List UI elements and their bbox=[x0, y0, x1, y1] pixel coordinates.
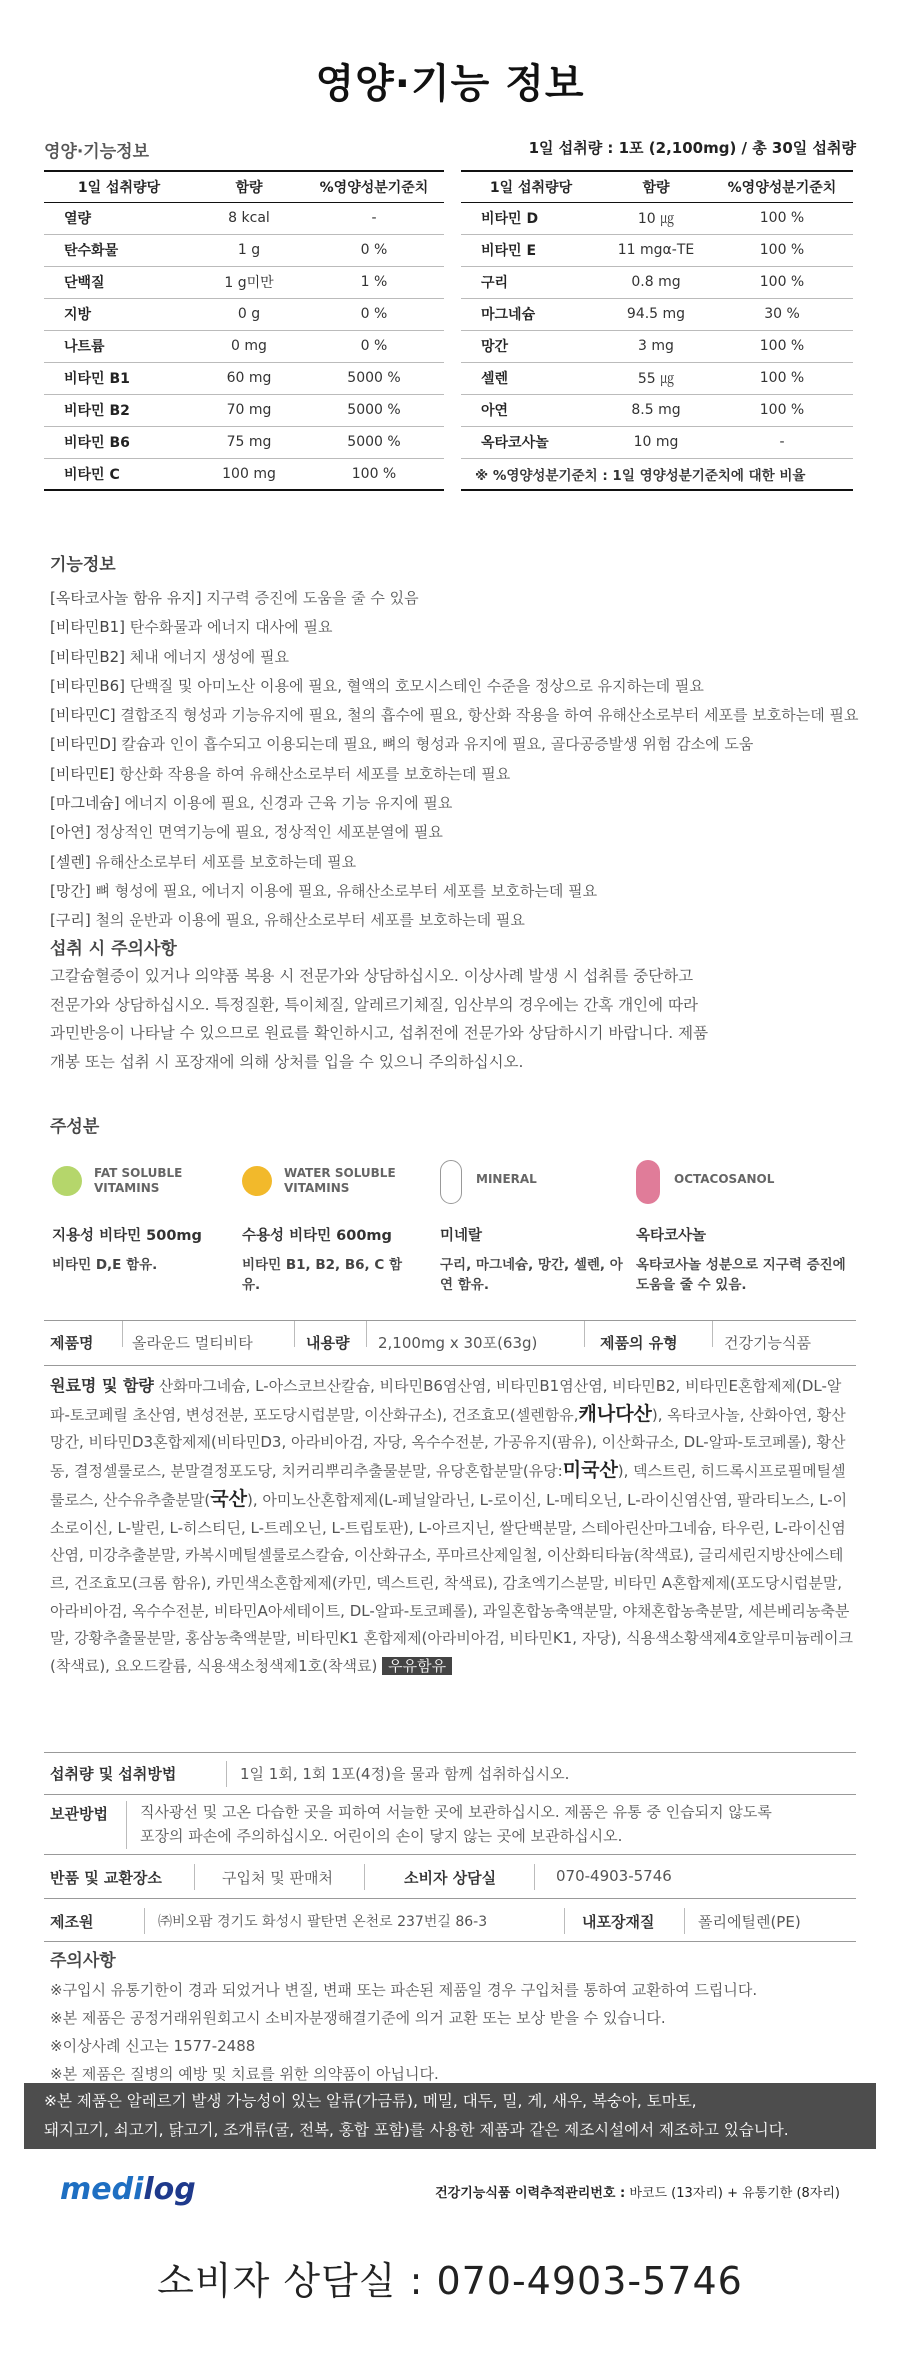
nutrition-pct: 1 % bbox=[304, 266, 444, 298]
function-tag: [마그네슘] bbox=[50, 794, 120, 813]
function-text: 칼슘과 인이 흡수되고 이용되는데 필요, 뼈의 형성과 유지에 필요, 골다공증발생 위험 감소에 도움 bbox=[116, 735, 754, 754]
nutrition-amount: 11 mgα-TE bbox=[601, 234, 711, 266]
divider bbox=[534, 1864, 535, 1890]
nutrition-name: 비타민 B6 bbox=[44, 426, 194, 458]
nutrition-amount: 100 mg bbox=[194, 458, 304, 490]
nutrition-pct: - bbox=[711, 426, 853, 458]
nutrition-pct: 100 % bbox=[711, 394, 853, 426]
intake-caution-title: 섭취 시 주의사항 bbox=[50, 939, 177, 959]
nutrition-amount: 10 mg bbox=[601, 426, 711, 458]
nutrition-header bbox=[44, 137, 856, 161]
col-header-pct: %영양성분기준치 bbox=[711, 171, 853, 202]
nutrition-amount: 75 mg bbox=[194, 426, 304, 458]
function-item bbox=[50, 760, 880, 789]
function-text: 철의 운반과 이용에 필요, 유해산소로부터 세포를 보호하는데 필요 bbox=[90, 911, 525, 930]
ingredient-name: 옥타코사놀 bbox=[636, 1228, 707, 1244]
nutrition-row bbox=[461, 394, 853, 426]
nutrition-row bbox=[44, 362, 444, 394]
water-soluble-dot-icon bbox=[242, 1166, 272, 1196]
function-tag: [구리] bbox=[50, 911, 91, 930]
nutrition-row bbox=[461, 202, 853, 234]
function-info-list bbox=[50, 584, 880, 936]
caution-line: 개봉 또는 섭취 시 포장재에 의해 상처를 입을 수 있으니 주의하십시오. bbox=[50, 1052, 524, 1071]
ingredient-label: WATER SOLUBLE VITAMINS bbox=[284, 1166, 396, 1195]
nutrition-row bbox=[44, 202, 444, 234]
nutrition-pct: 100 % bbox=[711, 234, 853, 266]
divider bbox=[584, 1321, 585, 1347]
product-type: 건강기능식품 bbox=[724, 1334, 811, 1352]
nutrition-name: 셀렌 bbox=[461, 362, 601, 394]
logo-part: medi bbox=[60, 2172, 144, 2207]
pack-label: 내포장재질 bbox=[582, 1913, 655, 1931]
caution-line: 과민반응이 나타날 수 있으므로 원료를 확인하시고, 섭취전에 전문가와 상담하시기 바랍니다. 제품 bbox=[50, 1024, 709, 1042]
nutrition-row bbox=[44, 234, 444, 266]
nutrition-name: 지방 bbox=[44, 298, 194, 330]
ingredient-desc: 비타민 B1, B2, B6, C 함유. bbox=[242, 1257, 403, 1293]
divider bbox=[122, 1321, 123, 1347]
function-tag: [비타민D] bbox=[50, 735, 117, 754]
divider bbox=[144, 1908, 145, 1934]
nutrition-amount: 55 ㎍ bbox=[601, 362, 711, 394]
nutrition-row bbox=[44, 458, 444, 490]
notices-list bbox=[50, 1976, 870, 2088]
nutrition-amount: 0 mg bbox=[194, 330, 304, 362]
usage-row bbox=[44, 1752, 856, 1794]
storage-line: 직사광선 및 고온 다습한 곳을 피하여 서늘한 곳에 보관하십시오. 제품은 유통 중 인습되지 않도록 bbox=[140, 1803, 772, 1821]
function-item bbox=[50, 818, 880, 847]
storage-row bbox=[44, 1794, 856, 1854]
divider bbox=[226, 1761, 227, 1787]
function-tag: [비타민B2] bbox=[50, 647, 126, 666]
nutrition-amount: 94.5 mg bbox=[601, 298, 711, 330]
nutrition-pct: 0 % bbox=[304, 330, 444, 362]
origin-canada: 캐나다산 bbox=[578, 1402, 652, 1425]
nutrition-row bbox=[44, 298, 444, 330]
ingredient-label: FAT SOLUBLE VITAMINS bbox=[94, 1166, 183, 1195]
ingredient-name: 미네랄 bbox=[440, 1228, 483, 1244]
nutrition-pct: 100 % bbox=[711, 266, 853, 298]
col-header-amount: 함량 bbox=[601, 171, 711, 202]
nutrition-amount: 3 mg bbox=[601, 330, 711, 362]
divider bbox=[126, 1801, 127, 1849]
trace-label: 건강기능식품 이력추적관리번호 : bbox=[435, 2186, 626, 2201]
function-text: 탄수화물과 에너지 대사에 필요 bbox=[125, 618, 333, 637]
maker-row bbox=[44, 1898, 856, 1942]
mineral-pill-icon bbox=[440, 1160, 462, 1204]
nutrition-row bbox=[461, 330, 853, 362]
maker-label: 제조원 bbox=[50, 1913, 94, 1931]
nutrition-name: 나트륨 bbox=[44, 330, 194, 362]
allergy-notice-box bbox=[24, 2083, 876, 2149]
nutrition-name: 망간 bbox=[461, 330, 601, 362]
nutrition-pct: 0 % bbox=[304, 234, 444, 266]
product-name: 올라운드 멀티비타 bbox=[132, 1334, 253, 1352]
nutrition-amount: 60 mg bbox=[194, 362, 304, 394]
ingredient-desc: 구리, 마그네슘, 망간, 셀렌, 아연 함유. bbox=[440, 1257, 623, 1293]
function-item bbox=[50, 877, 880, 906]
function-item bbox=[50, 701, 880, 730]
divider bbox=[684, 1908, 685, 1934]
nutrition-pct: 100 % bbox=[711, 202, 853, 234]
nutrition-amount: 1 g bbox=[194, 234, 304, 266]
ingredient-card-octacosanol bbox=[636, 1158, 856, 1295]
page-title: 영양·기능 정보 bbox=[315, 61, 585, 107]
trace-value: 바코드 (13자리) + 유통기한 (8자리) bbox=[625, 2186, 840, 2201]
col-header-pct: %영양성분기준치 bbox=[304, 171, 444, 202]
function-tag: [비타민B1] bbox=[50, 618, 126, 637]
caution-line: 전문가와 상담하십시오. 특정질환, 특이체질, 알레르기체질, 임산부의 경우에는 간혹 개인에 따라 bbox=[50, 995, 699, 1014]
nutrition-amount: 10 ㎍ bbox=[601, 202, 711, 234]
nutrition-name: 비타민 D bbox=[461, 202, 601, 234]
allergy-line: ※본 제품은 알레르기 발생 가능성이 있는 알류(가금류), 메밀, 대두, 밀, 게, 새우, 복숭아, 토마토, bbox=[44, 2092, 697, 2110]
product-name-label: 제품명 bbox=[50, 1334, 94, 1352]
nutrition-name: 마그네슘 bbox=[461, 298, 601, 330]
function-text: 뼈 형성에 필요, 에너지 이용에 필요, 유해산소로부터 세포를 보호하는데 필요 bbox=[90, 881, 598, 900]
function-tag: [아연] bbox=[50, 823, 91, 842]
ingredient-card-mineral bbox=[440, 1158, 630, 1295]
nutrition-name: 단백질 bbox=[44, 266, 194, 298]
function-tag: [셀렌] bbox=[50, 852, 91, 871]
nutrition-pct: 5000 % bbox=[304, 426, 444, 458]
raw-materials-text: 산화마그네슘, L-아스코브산칼슘, 비타민B6염산염, 비타민B1염산염, 비타민B2, 비타민E혼합제제(DL-알파-토코페릴 초산염, 변성전분, 포도당시럽분말, 이산화규소), 건조효모(셀렌함유, bbox=[50, 1377, 842, 1424]
function-text: 에너지 이용에 필요, 신경과 근육 기능 유지에 필요 bbox=[119, 794, 453, 813]
ingredient-desc: 비타민 D,E 함유. bbox=[52, 1257, 158, 1273]
function-tag: [옥타코사놀 함유 유지] bbox=[50, 589, 202, 607]
notice-item: ※구입시 유통기한이 경과 되었거나 변질, 변패 또는 파손된 제품일 경우 구입처를 통하여 교환하여 드립니다. bbox=[50, 1981, 758, 1999]
consumer-value: 070-4903-5746 bbox=[556, 1867, 672, 1885]
nutrition-amount: 8 kcal bbox=[194, 202, 304, 234]
ingredient-label: OCTACOSANOL bbox=[674, 1172, 775, 1186]
notice-item: ※이상사례 신고는 1577-2488 bbox=[50, 2037, 256, 2055]
nutrition-pct: 5000 % bbox=[304, 394, 444, 426]
trace-info bbox=[435, 2182, 840, 2201]
function-tag: [비타민E] bbox=[50, 764, 115, 783]
footer-consumer-phone: 소비자 상담실 : 070-4903-5746 bbox=[157, 2259, 743, 2303]
maker-value: ㈜비오팜 경기도 화성시 팔탄면 온천로 237번길 86-3 bbox=[158, 1914, 488, 1930]
intake-caution-text bbox=[50, 962, 850, 1076]
function-text: 정상적인 면역기능에 필요, 정상적인 세포분열에 필요 bbox=[90, 823, 443, 842]
nutrition-pct: 100 % bbox=[711, 330, 853, 362]
notices-title: 주의사항 bbox=[50, 1951, 116, 1971]
nutrition-row bbox=[461, 362, 853, 394]
function-item bbox=[50, 906, 880, 935]
nutrition-name: 비타민 E bbox=[461, 234, 601, 266]
function-text: 결합조직 형성과 기능유지에 필요, 철의 흡수에 필요, 항산화 작용을 하여 유해산소로부터 세포를 보호하는데 필요 bbox=[115, 706, 859, 725]
notice-item: ※본 제품은 공정거래위원회고시 소비자분쟁해결기준에 의거 교환 또는 보상 받을 수 있습니다. bbox=[50, 2009, 666, 2027]
nutrition-footnote-row bbox=[461, 458, 853, 490]
col-header-serving: 1일 섭취량당 bbox=[461, 171, 601, 202]
milk-badge: 우유함유 bbox=[382, 1657, 452, 1675]
nutrition-row bbox=[44, 426, 444, 458]
nutrition-row bbox=[461, 234, 853, 266]
origin-usa: 미국산 bbox=[562, 1459, 618, 1482]
function-item bbox=[50, 730, 880, 759]
ingredients-title: 주성분 bbox=[50, 1117, 100, 1137]
function-item bbox=[50, 848, 880, 877]
usage-label: 섭취량 및 섭취방법 bbox=[50, 1765, 177, 1783]
nutrition-name: 비타민 C bbox=[44, 458, 194, 490]
fat-soluble-dot-icon bbox=[52, 1166, 82, 1196]
nutrition-table-left bbox=[44, 170, 444, 491]
nutrition-row bbox=[461, 426, 853, 458]
nutrition-name: 탄수화물 bbox=[44, 234, 194, 266]
consumer-label: 소비자 상담실 bbox=[404, 1869, 497, 1887]
function-item bbox=[50, 584, 880, 613]
storage-line: 포장의 파손에 주의하십시오. 어린이의 손이 닿지 않는 곳에 보관하십시오. bbox=[140, 1827, 623, 1845]
nutrition-name: 비타민 B2 bbox=[44, 394, 194, 426]
col-header-amount: 함량 bbox=[194, 171, 304, 202]
function-text: 체내 에너지 생성에 필요 bbox=[125, 647, 289, 666]
function-info-title: 기능정보 bbox=[50, 555, 116, 575]
nutrition-amount: 70 mg bbox=[194, 394, 304, 426]
function-item bbox=[50, 789, 880, 818]
divider bbox=[294, 1321, 295, 1347]
function-text: 단백질 및 아미노산 이용에 필요, 혈액의 호모시스테인 수준을 정상으로 유지하는데 필요 bbox=[125, 676, 704, 695]
function-tag: [망간] bbox=[50, 881, 91, 900]
product-volume-label: 내용량 bbox=[306, 1334, 350, 1352]
nutrition-pct: - bbox=[304, 202, 444, 234]
nutrition-pct: 100 % bbox=[711, 362, 853, 394]
product-info-row bbox=[44, 1320, 856, 1366]
divider bbox=[366, 1321, 367, 1347]
nutrition-amount: 8.5 mg bbox=[601, 394, 711, 426]
nutrition-name: 옥타코사놀 bbox=[461, 426, 601, 458]
function-text: 지구력 증진에 도움을 줄 수 있음 bbox=[201, 589, 419, 607]
origin-korea: 국산 bbox=[210, 1487, 248, 1510]
product-volume: 2,100mg x 30포(63g) bbox=[378, 1334, 538, 1352]
function-item bbox=[50, 672, 880, 701]
nutrition-pct: 5000 % bbox=[304, 362, 444, 394]
col-header-serving: 1일 섭취량당 bbox=[44, 171, 194, 202]
divider bbox=[564, 1908, 565, 1934]
ingredient-label: MINERAL bbox=[476, 1172, 537, 1186]
serving-info: 1일 섭취량 : 1포 (2,100mg) / 총 30일 섭취량 bbox=[528, 139, 856, 157]
nutrition-pct: 30 % bbox=[711, 298, 853, 330]
raw-materials-text: ), 옥타코사놀, 산화아연, 황산망간, 비타민D3혼합제제(비타민D3, 아라비아검, 자당, 옥수수전분, 가공유지(팜유), 이산화규소, DL-알파-토코페롤), 황산동, 결정셀룰로스, 분말결정포도당, 치커리뿌리추출물분말, 유당혼합분말(유당: bbox=[50, 1405, 846, 1481]
exchange-label: 반품 및 교환장소 bbox=[50, 1869, 162, 1887]
nutrition-name: 구리 bbox=[461, 266, 601, 298]
nutrition-pct: 0 % bbox=[304, 298, 444, 330]
divider bbox=[712, 1321, 713, 1347]
nutrition-amount: 0.8 mg bbox=[601, 266, 711, 298]
allergy-line: 돼지고기, 쇠고기, 닭고기, 조개류(굴, 전복, 홍합 포함)를 사용한 제품과 같은 제조시설에서 제조하고 있습니다. bbox=[44, 2121, 789, 2139]
nutrition-section-label: 영양·기능정보 bbox=[44, 142, 149, 162]
function-tag: [비타민B6] bbox=[50, 676, 126, 695]
octacosanol-capsule-icon bbox=[636, 1160, 660, 1204]
ingredient-card-water-soluble bbox=[242, 1158, 402, 1295]
ingredient-name: 지용성 비타민 500mg bbox=[52, 1228, 202, 1244]
caution-line: 고칼슘혈증이 있거나 의약품 복용 시 전문가와 상담하십시오. 이상사례 발생 시 섭취를 중단하고 bbox=[50, 967, 694, 985]
ingredient-name: 수용성 비타민 600mg bbox=[242, 1228, 392, 1244]
nutrition-name: 비타민 B1 bbox=[44, 362, 194, 394]
function-tag: [비타민C] bbox=[50, 706, 116, 725]
divider bbox=[364, 1864, 365, 1890]
notice-item: ※본 제품은 질병의 예방 및 치료를 위한 의약품이 아닙니다. bbox=[50, 2065, 439, 2083]
nutrition-row bbox=[44, 266, 444, 298]
nutrition-row bbox=[44, 394, 444, 426]
nutrition-row bbox=[461, 298, 853, 330]
storage-label: 보관방법 bbox=[50, 1805, 108, 1823]
raw-materials-text: ), 아미노산혼합제제(L-페닐알라닌, L-로이신, L-메티오닌, L-라이신염산염, 팔라티노스, L-이소로이신, L-발린, L-히스티딘, L-트레오닌, L-트립토판), L-아르지닌, 쌀단백분말, 스테아린산마그네슘, 타우린, L-라이신염산염, 미강추출분말, 카복시메틸셀룰로스칼슘, 이산화규소, 푸마르산제일철, 이산화티타늄(착색료), 글리세린지방산에스테르, 건조효모(크롬 함유), 카민색소혼합제제(카민, 덱스트린, 착색료), 감초엑기스분말, 비타민 A혼합제제(포도당시럽분말, 아라비아검, 옥수수전분, 비타민A아세테이트, DL-알파-토코페롤), 과일혼합농축액분말, 야채혼합농축분말, 세븐베리농축분말, 강황추출물분말, 홍삼농축액분말, 비타민K1 혼합제제(아라비아검, 비타민K1, 자당), 식용색소황색제4호알루미늄레이크(착색료), 요오드칼륨, 식용색소청색제1호(착색료) bbox=[50, 1490, 854, 1676]
product-type-label: 제품의 유형 bbox=[600, 1334, 678, 1352]
nutrition-amount: 0 g bbox=[194, 298, 304, 330]
ingredient-desc: 옥타코사놀 성분으로 지구력 증진에 도움을 줄 수 있음. bbox=[636, 1257, 846, 1293]
nutrition-table-right bbox=[461, 170, 853, 491]
function-text: 유해산소로부터 세포를 보호하는데 필요 bbox=[90, 852, 357, 871]
raw-materials bbox=[44, 1372, 856, 1681]
exchange-value: 구입처 및 판매처 bbox=[222, 1869, 333, 1887]
nutrition-footnote: ※ %영양성분기준치 : 1일 영양성분기준치에 대한 비율 bbox=[461, 458, 853, 490]
function-text: 항산화 작용을 하여 유해산소로부터 세포를 보호하는데 필요 bbox=[114, 764, 511, 783]
medilog-logo bbox=[60, 2172, 196, 2207]
nutrition-name: 아연 bbox=[461, 394, 601, 426]
nutrition-name: 열량 bbox=[44, 202, 194, 234]
usage-value: 1일 1회, 1회 1포(4정)을 물과 함께 섭취하십시오. bbox=[240, 1765, 570, 1783]
logo-part: log bbox=[143, 2172, 196, 2207]
divider bbox=[194, 1864, 195, 1890]
function-item bbox=[50, 613, 880, 642]
nutrition-amount: 1 g미만 bbox=[194, 266, 304, 298]
function-item bbox=[50, 643, 880, 672]
raw-materials-text: ), 덱스트린, 히드록시프로필메틸셀룰로스, 산수유추출분말( bbox=[50, 1462, 846, 1509]
pack-value: 폴리에틸렌(PE) bbox=[698, 1913, 801, 1931]
exchange-row bbox=[44, 1854, 856, 1898]
nutrition-row bbox=[461, 266, 853, 298]
raw-materials-label: 원료명 및 함량 bbox=[50, 1376, 154, 1395]
nutrition-row bbox=[44, 330, 444, 362]
ingredient-card-fat-soluble bbox=[52, 1158, 252, 1275]
nutrition-pct: 100 % bbox=[304, 458, 444, 490]
